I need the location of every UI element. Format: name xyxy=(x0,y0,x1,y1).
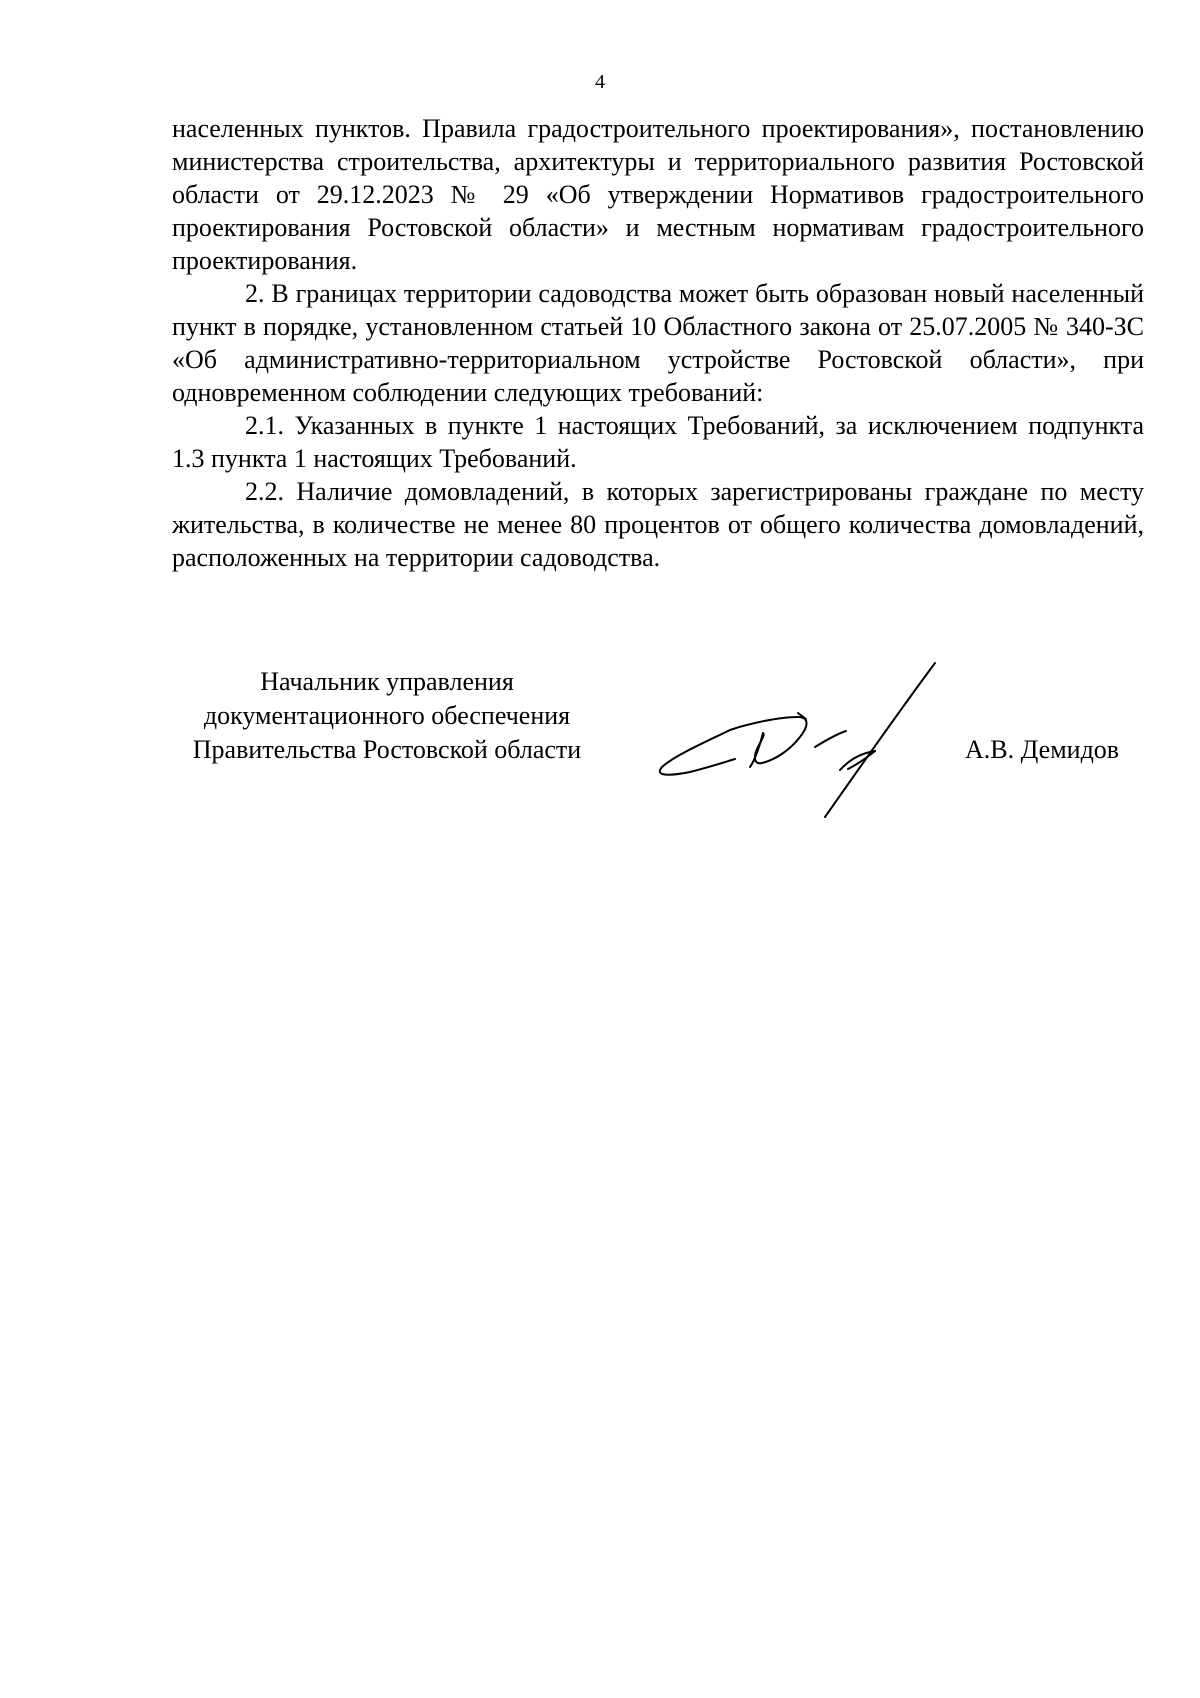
signer-position-line: Правительства Ростовской области xyxy=(192,735,582,764)
handwritten-signature xyxy=(650,655,940,820)
signer-name: А.В. Демидов xyxy=(965,735,1120,764)
page-number: 4 xyxy=(595,71,605,93)
signer-position-line: Начальник управления xyxy=(260,667,514,696)
paragraph-item-2: 2. В границах территории садоводства может быть образован новый населенный пункт в порядке, установленном статьей 10 Областного закона от 25.07.2005 № 340-ЗС «Об административно-территориальном устройстве Ростовской области», при одновременном соблюдении следующих требований: xyxy=(172,279,1144,407)
document-body xyxy=(172,112,1144,574)
paragraph-item-2-1: 2.1. Указанных в пункте 1 настоящих Требований, за исключением подпункта 1.3 пункта 1 настоящих Требований. xyxy=(172,411,1144,473)
paragraph-continuation: населенных пунктов. Правила градостроительного проектирования», постановлению министерства строительства, архитектуры и территориального развития Ростовской области от 29.12.2023 № 29 «Об утверждении Нормативов градостроительного проектирования Ростовской области» и местным нормативам градостроительного проектирования. xyxy=(172,114,1144,275)
signer-position xyxy=(172,665,602,767)
paragraph-item-2-2: 2.2. Наличие домовладений, в которых зарегистрированы граждане по месту жительства, в количестве не менее 80 процентов от общего количества домовладений, расположенных на территории садоводства. xyxy=(172,477,1144,572)
signer-position-line: документационного обеспечения xyxy=(203,701,571,730)
